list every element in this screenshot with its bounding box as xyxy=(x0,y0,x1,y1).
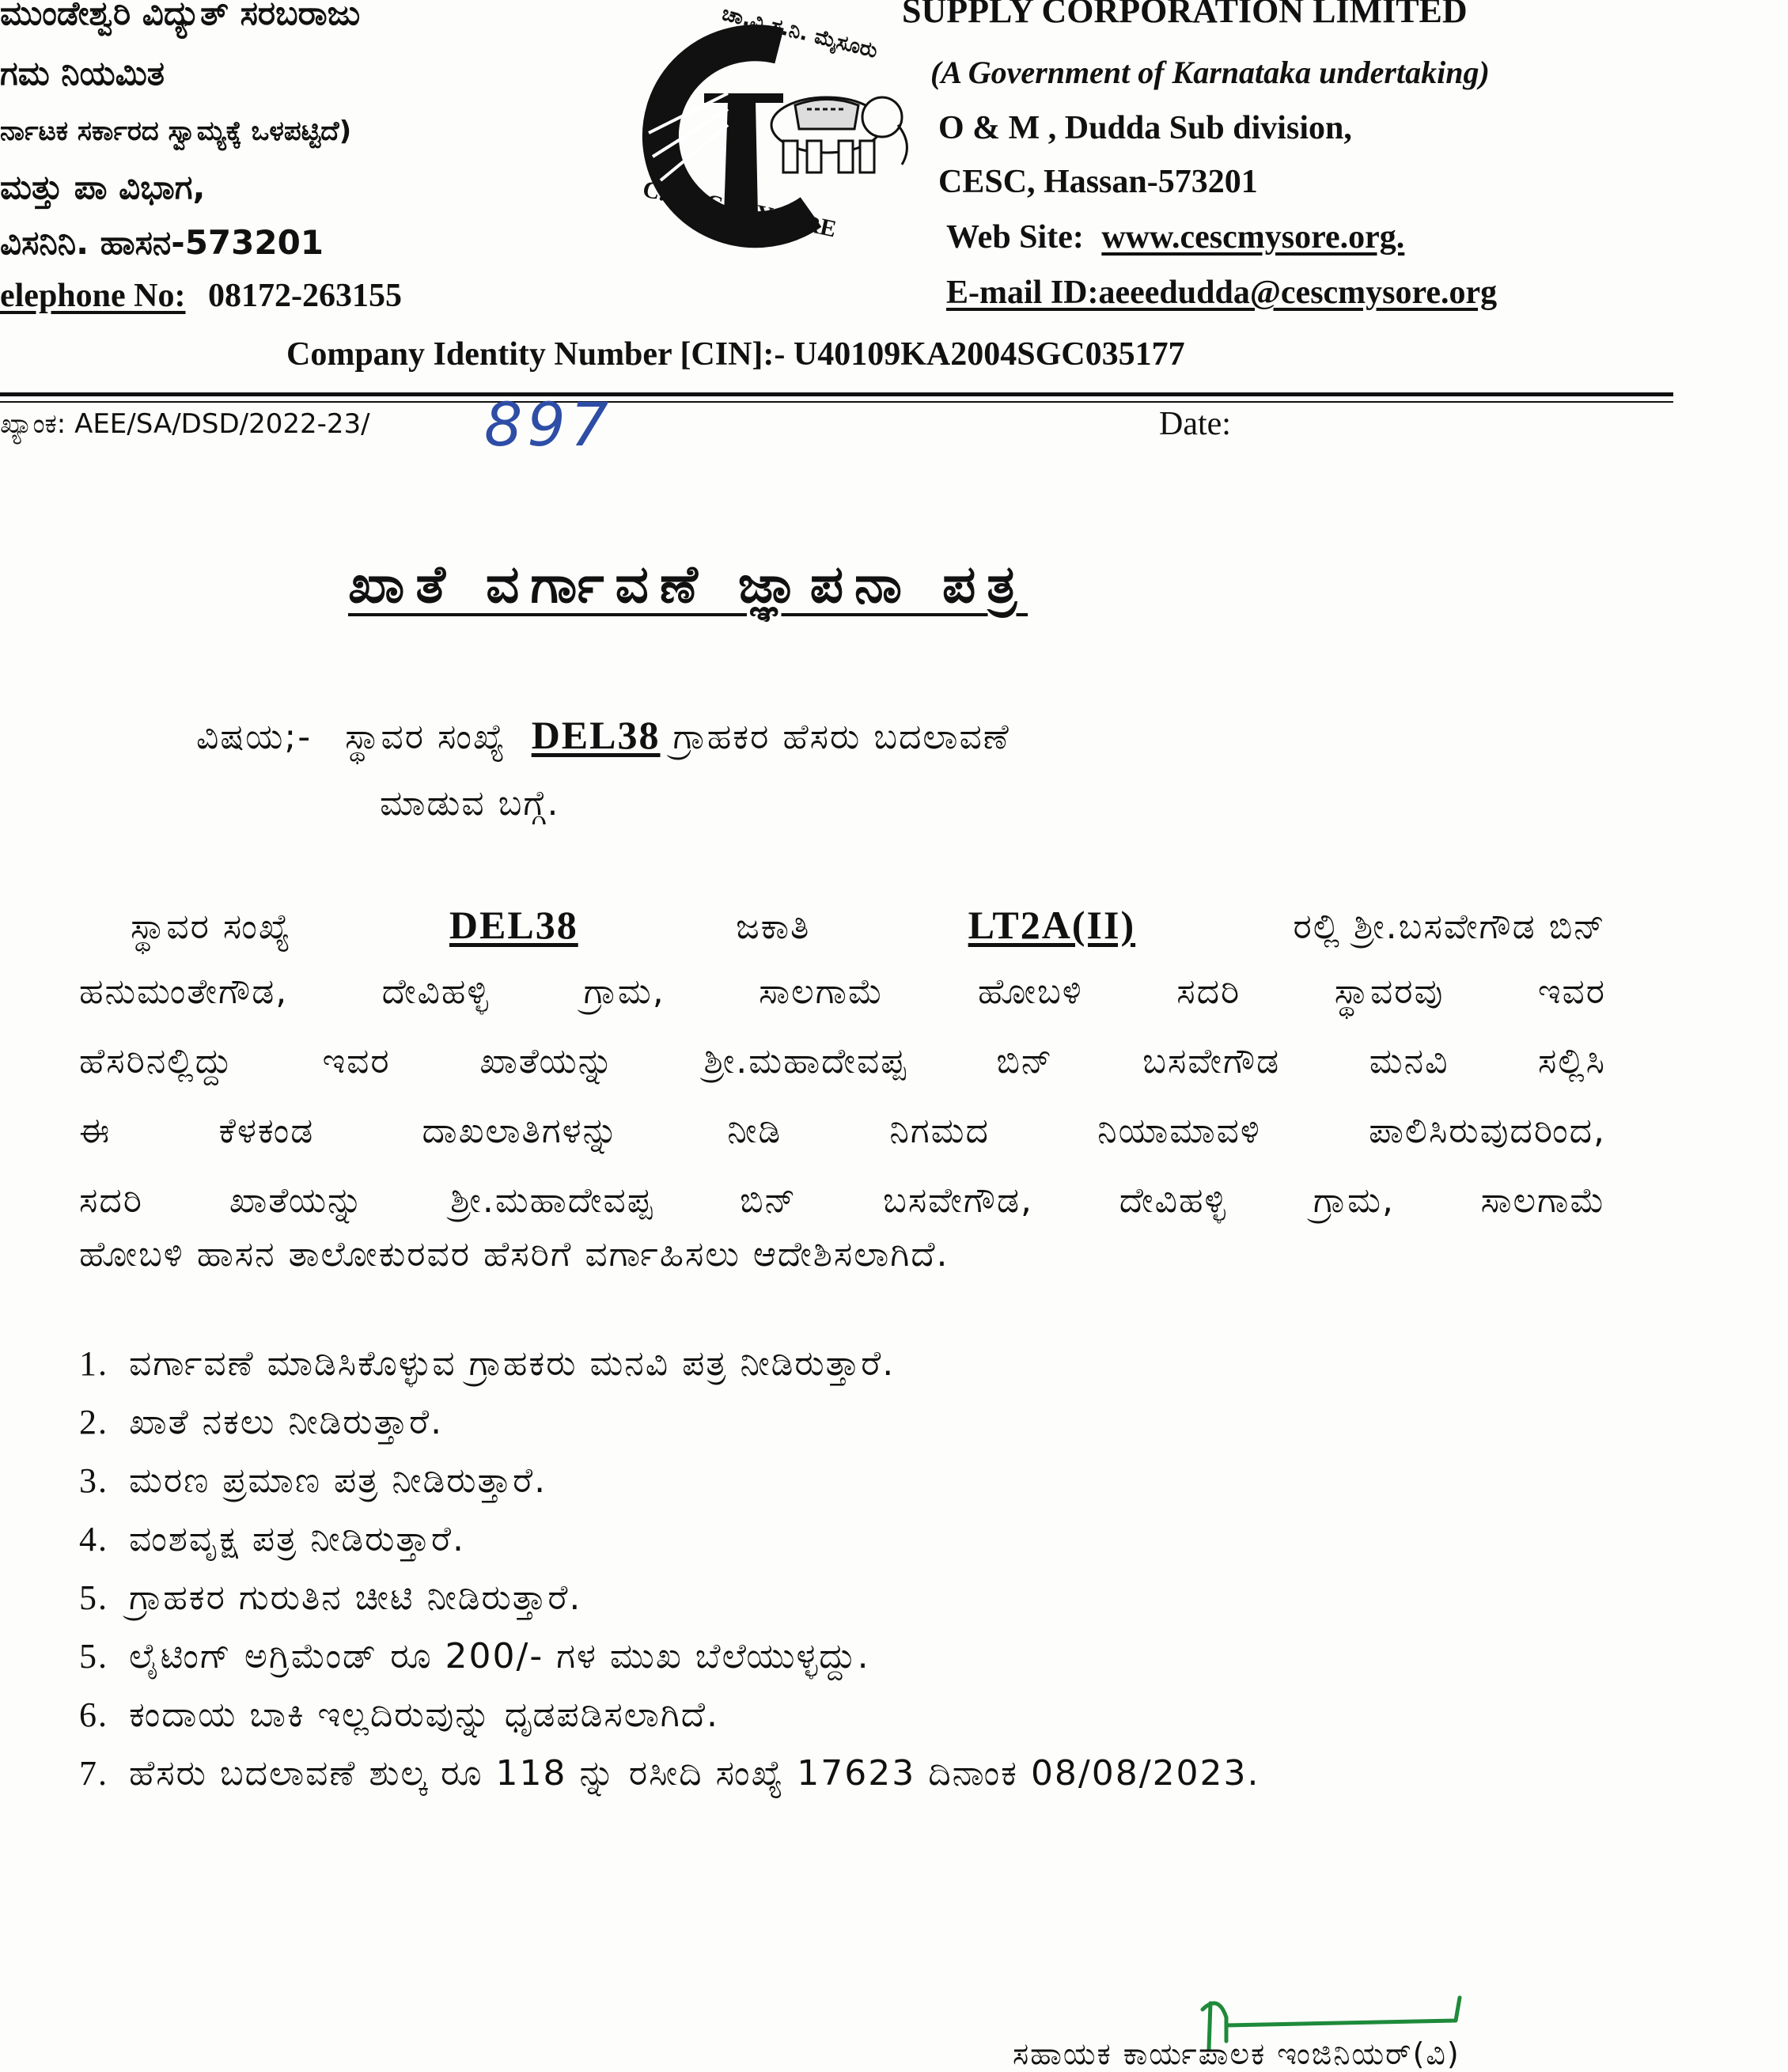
document-title: ಖಾತೆ ವರ್ಗಾವಣೆ ಜ್ಞಾಪನಾ ಪತ್ರ xyxy=(348,554,1028,615)
address-en: CESC, Hassan-573201 xyxy=(938,164,1258,200)
subject-text-part1: ಸ್ಥಾವರ ಸಂಖ್ಯೆ xyxy=(345,717,506,757)
website-link[interactable]: www.cescmysore.org. xyxy=(1101,219,1405,256)
govt-undertaking-en: (A Government of Karnataka undertaking) xyxy=(930,55,1490,90)
division-kn: ಮತ್ತು ಪಾ ವಿಭಾಗ, xyxy=(0,168,206,206)
subject-line xyxy=(196,712,1010,758)
division-en: O & M , Dudda Sub division, xyxy=(938,110,1352,146)
list-item: 7. ಹೆಸರು ಬದಲಾವಣೆ ಶುಲ್ಕ ರೂ 118 ನ್ನು ರಸೀದಿ ಸಂಖ್ಯೆ 17623 ದಿನಾಂಕ 08/08/2023. xyxy=(79,1753,1260,1794)
body-text-c: ರಲ್ಲಿ ಶ್ರೀ.ಬಸವೇಗೌಡ ಬಿನ್ xyxy=(1293,907,1606,947)
body-text-a: ಸ್ಥಾವರ ಸಂಖ್ಯೆ xyxy=(131,907,292,947)
reference-line xyxy=(0,403,370,441)
telephone-value: 08172-263155 xyxy=(208,278,402,314)
list-item: 6. ಕಂದಾಯ ಬಾಕಿ ಇಲ್ಲದಿರುವುನ್ನು ಧೃಡಪಡಿಸಲಾಗಿದೆ. xyxy=(79,1695,719,1735)
logo-bottom-text: C.E.S.C, MYSORE xyxy=(640,176,839,243)
cin-line: Company Identity Number [CIN]:- U40109KA2004SGC035177 xyxy=(286,336,1185,373)
body-line-1 xyxy=(131,902,1606,948)
subject-installation-code: DEL38 xyxy=(531,713,661,757)
body-line-4: ಈ ಕೆಳಕಂಡ ದಾಖಲಾತಿಗಳನ್ನು ನೀಡಿ ನಿಗಮದ ನಿಯಾಮಾವಳಿ ಪಾಲಿಸಿರುವುದರಿಂದ, xyxy=(79,1111,1606,1151)
address-kn: ವಿಸನಿನಿ. ಹಾಸನ-573201 xyxy=(0,223,324,262)
list-item: 3. ಮರಣ ಪ್ರಮಾಣ ಪತ್ರ ನೀಡಿರುತ್ತಾರೆ. xyxy=(79,1460,547,1501)
company-logo xyxy=(617,2,918,252)
org-govt-kn: ರ್ನಾಟಕ ಸರ್ಕಾರದ ಸ್ವಾಮ್ಯಕ್ಕೆ ಒಳಪಟ್ಟಿದೆ) xyxy=(0,116,352,147)
subject-label: ವಿಷಯ;- xyxy=(196,717,313,757)
subject-line-2: ಮಾಡುವ ಬಗ್ಗೆ. xyxy=(380,783,560,824)
header-divider-thin xyxy=(0,401,1673,403)
signature-caption: ಸಹಾಯಕ ಕಾರ್ಯಪಾಲಕ ಇಂಜಿನಿಯರ್(ವಿ) xyxy=(1013,2036,1460,2071)
header-left xyxy=(0,0,601,332)
telephone-line xyxy=(0,277,402,315)
list-item: 5. ಲೈಟಿಂಗ್ ಅಗ್ರಿಮೆಂಡ್ ರೂ 200/- ಗಳ ಮುಖ ಬೆಲೆಯುಳ್ಳದ್ದು. xyxy=(79,1636,870,1676)
body-line-5: ಸದರಿ ಖಾತೆಯನ್ನು ಶ್ರೀ.ಮಹಾದೇವಪ್ಪ ಬಿನ್ ಬಸವೇಗೌಡ, ದೇವಿಹಳ್ಳಿ ಗ್ರಾಮ, ಸಾಲಗಾಮೆ xyxy=(79,1180,1606,1221)
logo-top-text: ಚಾ.ವಿ.ಸ.ನಿ. ಮೈಸೂರು xyxy=(719,2,881,63)
body-line-6: ಹೋಬಳಿ ಹಾಸನ ತಾಲೋಕುರವರ ಹೆಸರಿಗೆ ವರ್ಗಾಹಿಸಲು ಆದೇಶಿಸಲಾಗಿದೆ. xyxy=(79,1234,949,1275)
list-item: 5. ಗ್ರಾಹಕರ ಗುರುತಿನ ಚೀಟಿ ನೀಡಿರುತ್ತಾರೆ. xyxy=(79,1578,582,1618)
telephone-label: elephone No: xyxy=(0,278,186,314)
body-text-b: ಜಕಾತಿ xyxy=(736,907,811,947)
org-name-kn-line2: ಗಮ ನಿಯಮಿತ xyxy=(0,54,165,93)
header-right xyxy=(902,0,1693,332)
handwritten-reference-number: 897 xyxy=(484,389,614,460)
body-tariff-code: LT2A(II) xyxy=(968,903,1136,947)
company-name-en: SUPPLY CORPORATION LIMITED xyxy=(902,0,1468,30)
list-item: 4. ವಂಶವೃಕ್ಷ ಪತ್ರ ನೀಡಿರುತ್ತಾರೆ. xyxy=(79,1519,465,1559)
header-divider-thick xyxy=(0,392,1673,396)
list-item: 1. ವರ್ಗಾವಣೆ ಮಾಡಿಸಿಕೊಳ್ಳುವ ಗ್ರಾಹಕರು ಮನವಿ ಪತ್ರ ನೀಡಿರುತ್ತಾರೆ. xyxy=(79,1343,896,1384)
body-installation-code: DEL38 xyxy=(449,903,578,947)
date-label: Date: xyxy=(1159,406,1231,442)
email-link[interactable]: E-mail ID:aeeedudda@cescmysore.org xyxy=(946,275,1498,311)
org-name-kn-line1: ಮುಂಡೇಶ್ವರಿ ವಿದ್ಯುತ್ ಸರಬರಾಜು xyxy=(0,0,361,32)
website-line xyxy=(946,218,1404,256)
reference-number: ಖ್ಯಾಂಕ: AEE/SA/DSD/2022-23/ xyxy=(0,408,370,440)
subject-text-part2: ಗ್ರಾಹಕರ ಹೆಸರು ಬದಲಾವಣೆ xyxy=(672,717,1010,757)
body-line-2: ಹನುಮಂತೇಗೌಡ, ದೇವಿಹಳ್ಳಿ ಗ್ರಾಮ, ಸಾಲಗಾಮೆ ಹೋಬಳಿ ಸದರಿ ಸ್ಥಾವರವು ಇವರ xyxy=(79,972,1606,1012)
body-line-3: ಹೆಸರಿನಲ್ಲಿದ್ದು ಇವರ ಖಾತೆಯನ್ನು ಶ್ರೀ.ಮಹಾದೇವಪ್ಪ ಬಿನ್ ಬಸವೇಗೌಡ ಮನವಿ ಸಲ್ಲಿಸಿ xyxy=(79,1041,1606,1081)
list-item: 2. ಖಾತೆ ನಕಲು ನೀಡಿರುತ್ತಾರೆ. xyxy=(79,1402,444,1442)
website-label: Web Site: xyxy=(946,219,1084,256)
